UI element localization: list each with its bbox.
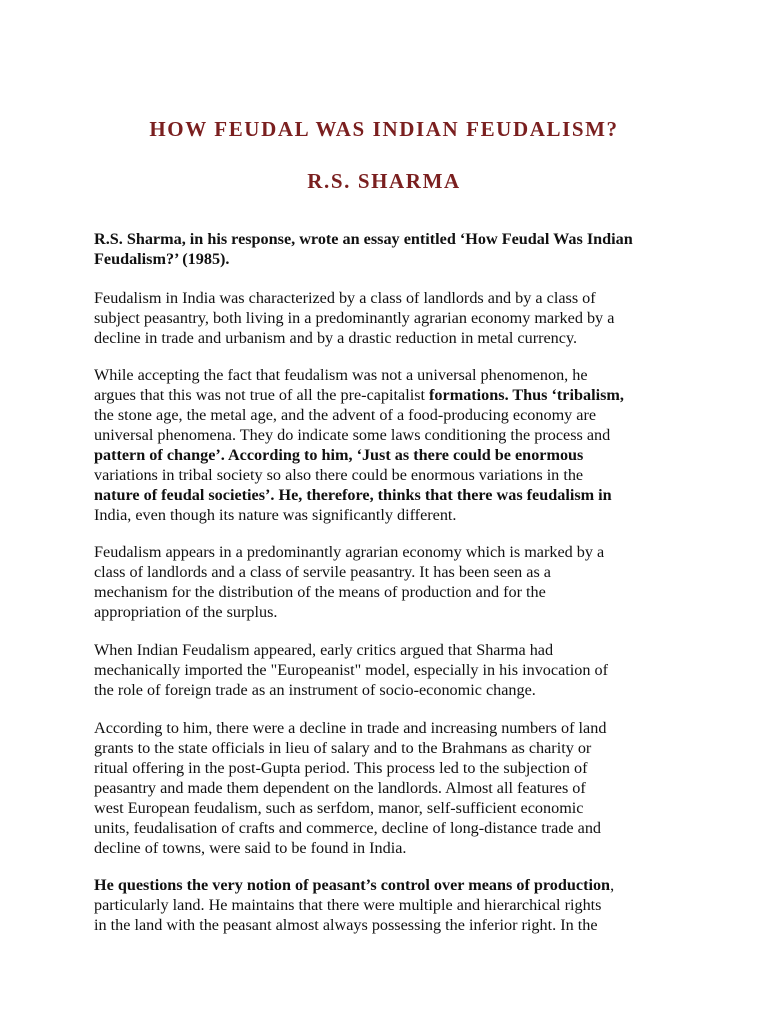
bold-text-run: nature of feudal societies’. He, therefore, thinks that there was feudalism in xyxy=(94,486,612,504)
bold-text-run: Feudalism?’ (1985). xyxy=(94,250,230,268)
text-run: in the land with the peasant almost always possessing the inferior right. In the xyxy=(94,916,598,934)
text-line xyxy=(94,229,684,249)
text-line xyxy=(94,640,684,660)
paragraph xyxy=(94,288,684,348)
text-line xyxy=(94,425,684,445)
paragraph xyxy=(94,718,684,858)
bold-text-run: formations. Thus ‘tribalism, xyxy=(429,386,624,404)
text-run: India, even though its nature was significantly different. xyxy=(94,506,457,524)
text-run: decline in trade and urbanism and by a drastic reduction in metal currency. xyxy=(94,329,578,347)
document-author: R.S. SHARMA xyxy=(307,169,461,193)
paragraph xyxy=(94,229,684,269)
text-run: subject peasantry, both living in a predominantly agrarian economy marked by a xyxy=(94,309,615,327)
text-line xyxy=(94,505,684,525)
text-line xyxy=(94,249,684,269)
text-line xyxy=(94,385,684,405)
text-line xyxy=(94,405,684,425)
text-run: mechanically imported the "Europeanist" model, especially in his invocation of xyxy=(94,661,608,679)
paragraph xyxy=(94,365,684,525)
text-run: class of landlords and a class of servile peasantry. It has been seen as a xyxy=(94,563,551,581)
text-run: appropriation of the surplus. xyxy=(94,603,278,621)
text-run: decline of towns, were said to be found in India. xyxy=(94,839,407,857)
text-run: Feudalism in India was characterized by a class of landlords and by a class of xyxy=(94,289,596,307)
paragraph xyxy=(94,542,684,622)
text-line xyxy=(94,288,684,308)
text-run: variations in tribal society so also there could be enormous variations in the xyxy=(94,466,584,484)
text-run: particularly land. He maintains that there were multiple and hierarchical rights xyxy=(94,896,602,914)
text-line xyxy=(94,875,684,895)
bold-text-run: R.S. Sharma, in his response, wrote an essay entitled ‘How Feudal Was Indian xyxy=(94,230,633,248)
text-line xyxy=(94,738,684,758)
bold-text-run: He questions the very notion of peasant’s control over means of production xyxy=(94,876,611,894)
document-title: HOW FEUDAL WAS INDIAN FEUDALISM? xyxy=(149,117,619,141)
paragraph xyxy=(94,640,684,700)
text-run: units, feudalisation of crafts and commerce, decline of long-distance trade and xyxy=(94,819,602,837)
text-run: the stone age, the metal age, and the advent of a food-producing economy are xyxy=(94,406,597,424)
text-run: peasantry and made them dependent on the landlords. Almost all features of xyxy=(94,779,586,797)
paragraph xyxy=(94,875,684,935)
text-run: argues that this was not true of all the pre-capitalist xyxy=(94,386,430,404)
text-line xyxy=(94,445,684,465)
text-line xyxy=(94,465,684,485)
text-line xyxy=(94,660,684,680)
text-run: Feudalism appears in a predominantly agrarian economy which is marked by a xyxy=(94,543,605,561)
text-line xyxy=(94,602,684,622)
text-run: mechanism for the distribution of the means of production and for the xyxy=(94,583,546,601)
text-line xyxy=(94,308,684,328)
text-line xyxy=(94,365,684,385)
text-line xyxy=(94,542,684,562)
text-line xyxy=(94,798,684,818)
text-run: When Indian Feudalism appeared, early critics argued that Sharma had xyxy=(94,641,554,659)
text-line xyxy=(94,758,684,778)
text-line xyxy=(94,915,684,935)
text-run: ritual offering in the post-Gupta period. This process led to the subjection of xyxy=(94,759,588,777)
text-line xyxy=(94,818,684,838)
text-run: universal phenomena. They do indicate some laws conditioning the process and xyxy=(94,426,611,444)
text-line xyxy=(94,328,684,348)
text-run: According to him, there were a decline in trade and increasing numbers of land xyxy=(94,719,607,737)
text-run: grants to the state officials in lieu of salary and to the Brahmans as charity or xyxy=(94,739,592,757)
text-run: west European feudalism, such as serfdom, manor, self-sufficient economic xyxy=(94,799,584,817)
text-line xyxy=(94,895,684,915)
text-run: the role of foreign trade as an instrument of socio-economic change. xyxy=(94,681,536,699)
text-run: , xyxy=(610,876,615,894)
text-line xyxy=(94,485,684,505)
text-line xyxy=(94,778,684,798)
text-line xyxy=(94,582,684,602)
text-line xyxy=(94,680,684,700)
text-run: While accepting the fact that feudalism was not a universal phenomenon, he xyxy=(94,366,588,384)
bold-text-run: pattern of change’. According to him, ‘Just as there could be enormous xyxy=(94,446,584,464)
text-line xyxy=(94,718,684,738)
text-line xyxy=(94,562,684,582)
text-line xyxy=(94,838,684,858)
